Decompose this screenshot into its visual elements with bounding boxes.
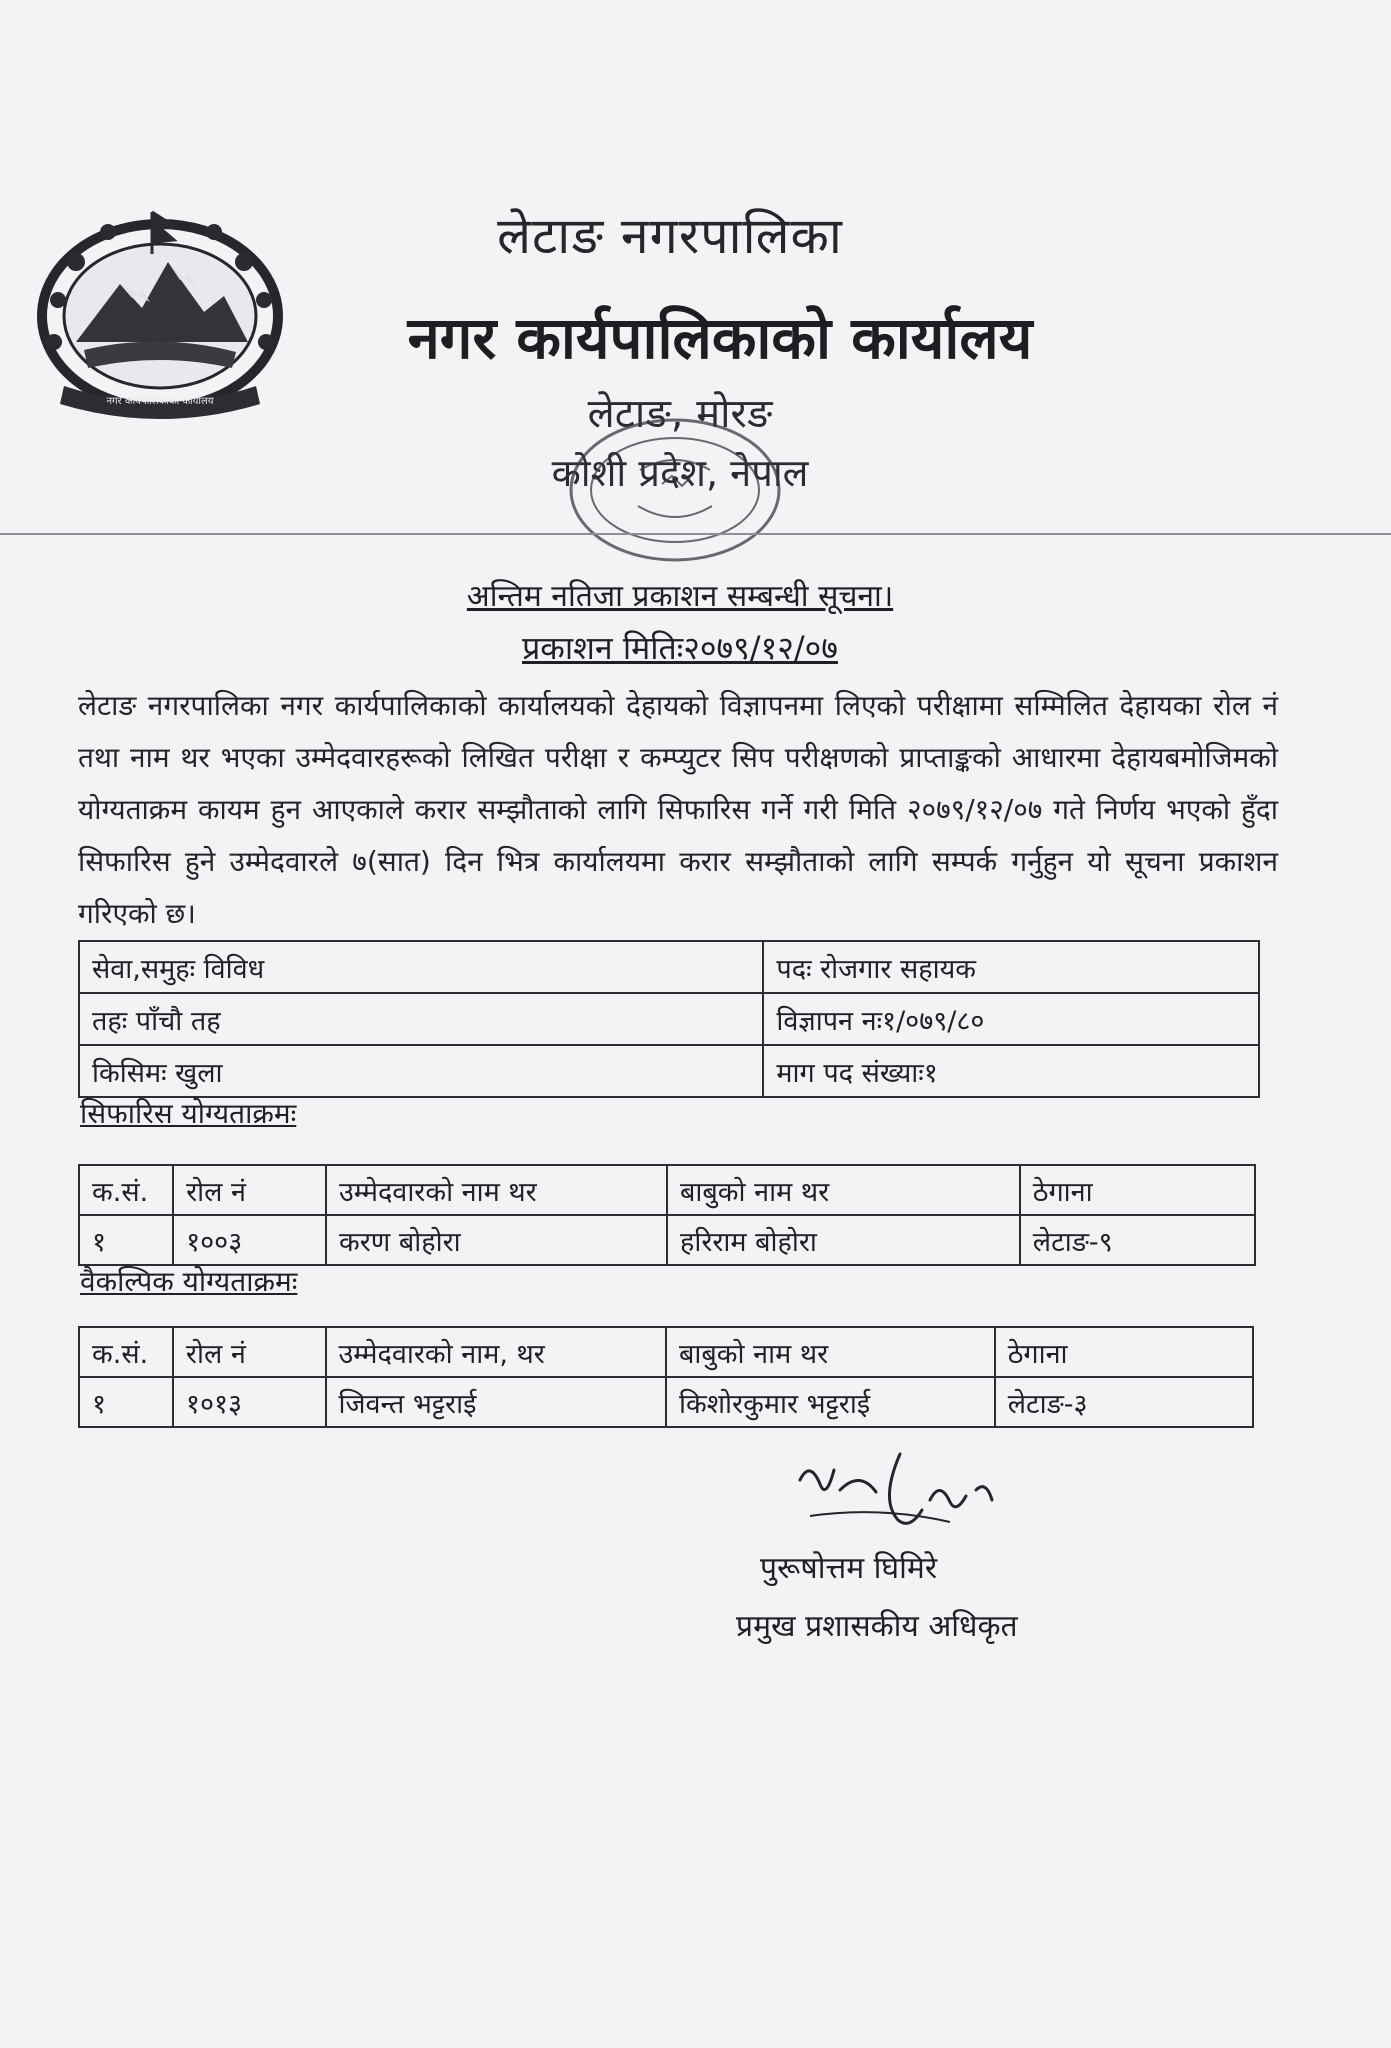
table-cell: लेटाङ-९ bbox=[1020, 1215, 1255, 1265]
nepal-emblem-icon bbox=[28, 192, 292, 424]
table-cell: जिवन्त भट्टराई bbox=[326, 1377, 666, 1427]
table-row bbox=[79, 1377, 1253, 1427]
table-cell: विज्ञापन नः१/०७९/८० bbox=[763, 993, 1259, 1045]
table-cell: १ bbox=[79, 1377, 173, 1427]
column-header: ठेगाना bbox=[1020, 1165, 1255, 1215]
emblem-caption: नगर कार्यपालिकाको कार्यालय bbox=[106, 396, 214, 407]
column-header: ठेगाना bbox=[995, 1327, 1253, 1377]
organization-name: लेटाङ नगरपालिका bbox=[497, 207, 843, 265]
table-cell: सेवा,समुहः विविध bbox=[79, 941, 763, 993]
table-row bbox=[79, 1045, 1259, 1097]
table-cell: लेटाङ-३ bbox=[995, 1377, 1253, 1427]
table-cell: १ bbox=[79, 1215, 173, 1265]
table-row bbox=[79, 941, 1259, 993]
column-header: उम्मेदवारको नाम, थर bbox=[326, 1327, 666, 1377]
alternate-merit-label: वैकल्पिक योग्यताक्रमः bbox=[80, 1265, 298, 1298]
table-cell: १०१३ bbox=[173, 1377, 326, 1427]
table-cell: माग पद संख्याः१ bbox=[763, 1045, 1259, 1097]
notice-title: अन्तिम नतिजा प्रकाशन सम्बन्धी सूचना। bbox=[466, 579, 894, 614]
recommended-merit-label: सिफारिस योग्यताक्रमः bbox=[80, 1097, 297, 1130]
column-header: क.सं. bbox=[79, 1327, 173, 1377]
vacancy-info-table bbox=[78, 940, 1260, 1098]
office-name: नगर कार्यपालिकाको कार्यालय bbox=[407, 304, 1033, 372]
column-header: बाबुको नाम थर bbox=[667, 1165, 1020, 1215]
table-cell: तहः पाँचौ तह bbox=[79, 993, 763, 1045]
column-header: रोल नं bbox=[173, 1327, 326, 1377]
table-cell: पदः रोजगार सहायक bbox=[763, 941, 1259, 993]
table-row bbox=[79, 1215, 1255, 1265]
table-cell: किशोरकुमार भट्टराई bbox=[666, 1377, 995, 1427]
office-province: कोशी प्रदेश, नेपाल bbox=[551, 451, 809, 495]
table-cell: करण बोहोरा bbox=[326, 1215, 667, 1265]
table-row bbox=[79, 993, 1259, 1045]
table-cell: किसिमः खुला bbox=[79, 1045, 763, 1097]
alternate-merit-table bbox=[78, 1326, 1254, 1428]
column-header: क.सं. bbox=[79, 1165, 173, 1215]
column-header: रोल नं bbox=[173, 1165, 326, 1215]
signatory-title: प्रमुख प्रशासकीय अधिकृत bbox=[736, 1609, 1018, 1644]
signatory-name: पुरूषोत्तम घिमिरे bbox=[760, 1551, 938, 1586]
table-header-row bbox=[79, 1165, 1255, 1215]
table-cell: १००३ bbox=[173, 1215, 326, 1265]
table-cell: हरिराम बोहोरा bbox=[667, 1215, 1020, 1265]
publication-date: प्रकाशन मितिः२०७९/१२/०७ bbox=[522, 629, 838, 667]
column-header: उम्मेदवारको नाम थर bbox=[326, 1165, 667, 1215]
header-divider bbox=[0, 533, 1391, 535]
recommended-merit-table bbox=[78, 1164, 1256, 1266]
notice-body: लेटाङ नगरपालिका नगर कार्यपालिकाको कार्यालयको देहायको विज्ञापनमा लिएको परीक्षामा सम्मिलित देहायका रोल नं तथा नाम थर भएका उम्मेदवारहरूको लिखित परीक्षा र कम्प्युटर सिप परीक्षणको प्राप्ताङ्कको आधारमा देहायबमोजिमको योग्यताक्रम कायम हुन आएकाले करार सम्झौताको लागि सिफारिस गर्ने गरी मिति २०७९/१२/०७ गते निर्णय भएको हुँदा सिफारिस हुने उम्मेदवारले ७(सात) दिन भित्र कार्यालयमा करार सम्झौताको लागि सम्पर्क गर्नुहुन यो सूचना प्रकाशन गरिएको छ। bbox=[78, 689, 1278, 930]
office-address: लेटाङ, मोरङ bbox=[587, 391, 773, 437]
official-stamp-icon bbox=[560, 410, 790, 570]
signature-icon bbox=[780, 1440, 1010, 1550]
column-header: बाबुको नाम थर bbox=[666, 1327, 995, 1377]
table-header-row bbox=[79, 1327, 1253, 1377]
